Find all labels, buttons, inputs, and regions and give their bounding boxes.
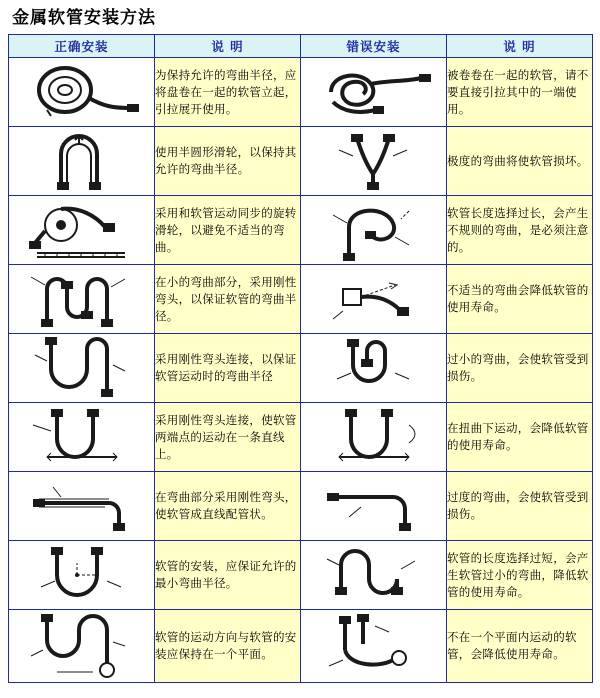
desc-wrong: 不在一个平面内运动的软管，会降低使用寿命。 (447, 610, 593, 683)
figure-straight-line-motion (9, 403, 155, 472)
figure-same-plane-motion (9, 610, 155, 683)
desc-wrong: 过小的弯曲，会使软管受到损伤。 (447, 334, 593, 403)
table-row (9, 58, 593, 127)
desc-correct: 软管的安装，应保证允许的最小弯曲半径。 (155, 541, 301, 610)
figure-rotating-pulley-sync (9, 196, 155, 265)
desc-correct: 采用刚性弯头连接，使软管两端点的运动在一条直线上。 (155, 403, 301, 472)
table-row (9, 334, 593, 403)
figure-rigid-bend-small-radius (9, 265, 155, 334)
desc-correct: 在小的弯曲部分，采用刚性弯头，以保证软管的弯曲半径。 (155, 265, 301, 334)
desc-correct: 在弯曲部分采用刚性弯头，使软管成直线配管状。 (155, 472, 301, 541)
table-row (9, 610, 593, 683)
figure-semicircular-pulley (9, 127, 155, 196)
table-header-row (9, 35, 593, 58)
desc-wrong: 不适当的弯曲会降低软管的使用寿命。 (447, 265, 593, 334)
desc-wrong: 软管长度选择过长，会产生不规则的弯曲，是必须注意的。 (447, 196, 593, 265)
header-correct-desc: 说 明 (155, 35, 301, 58)
page-title: 金属软管安装方法 (12, 8, 156, 28)
figure-coiled-hose-pulled (301, 58, 447, 127)
desc-wrong: 过度的弯曲，会使软管受到损伤。 (447, 472, 593, 541)
desc-correct: 软管的运动方向与软管的安装应保持在一个平面。 (155, 610, 301, 683)
desc-correct: 采用和软管运动同步的旋转滑轮，以避免不适当的弯曲。 (155, 196, 301, 265)
figure-minimum-bend-radius (9, 541, 155, 610)
desc-wrong: 软管的长度选择过短，会产生软管过小的弯曲，降低软管的使用寿命。 (447, 541, 593, 610)
figure-out-of-plane-motion (301, 610, 447, 683)
table-row (9, 541, 593, 610)
desc-correct: 为保持允许的弯曲半径，应将盘卷在一起的软管立起，引拉展开使用。 (155, 58, 301, 127)
table-row (9, 265, 593, 334)
desc-correct: 使用半圆形滑轮，以保持其允许的弯曲半径。 (155, 127, 301, 196)
desc-correct: 采用刚性弯头连接，以保证软管运动时的弯曲半径 (155, 334, 301, 403)
figure-twist-motion (301, 403, 447, 472)
figure-too-small-bend (301, 334, 447, 403)
header-wrong-install: 错误安装 (301, 35, 447, 58)
header-correct-install: 正确安装 (9, 35, 155, 58)
figure-excessive-bend (301, 472, 447, 541)
hose-installation-table (8, 34, 593, 683)
table-row (9, 472, 593, 541)
figure-rigid-elbow-connection (9, 334, 155, 403)
figure-too-long-hose-loop (301, 196, 447, 265)
table-row (9, 196, 593, 265)
desc-wrong: 在扭曲下运动，会降低软管的使用寿命。 (447, 403, 593, 472)
header-wrong-desc: 说 明 (447, 35, 593, 58)
figure-sharp-bend-hose (301, 127, 447, 196)
figure-coiled-hose-standing (9, 58, 155, 127)
table-row (9, 127, 593, 196)
desc-wrong: 被卷卷在一起的软管，请不要直接引拉其中的一端使用。 (447, 58, 593, 127)
figure-improper-bend (301, 265, 447, 334)
figure-rigid-elbow-straight-piping (9, 472, 155, 541)
figure-long-hose-small-bend (301, 541, 447, 610)
desc-wrong: 极度的弯曲将使软管损坏。 (447, 127, 593, 196)
table-row (9, 403, 593, 472)
